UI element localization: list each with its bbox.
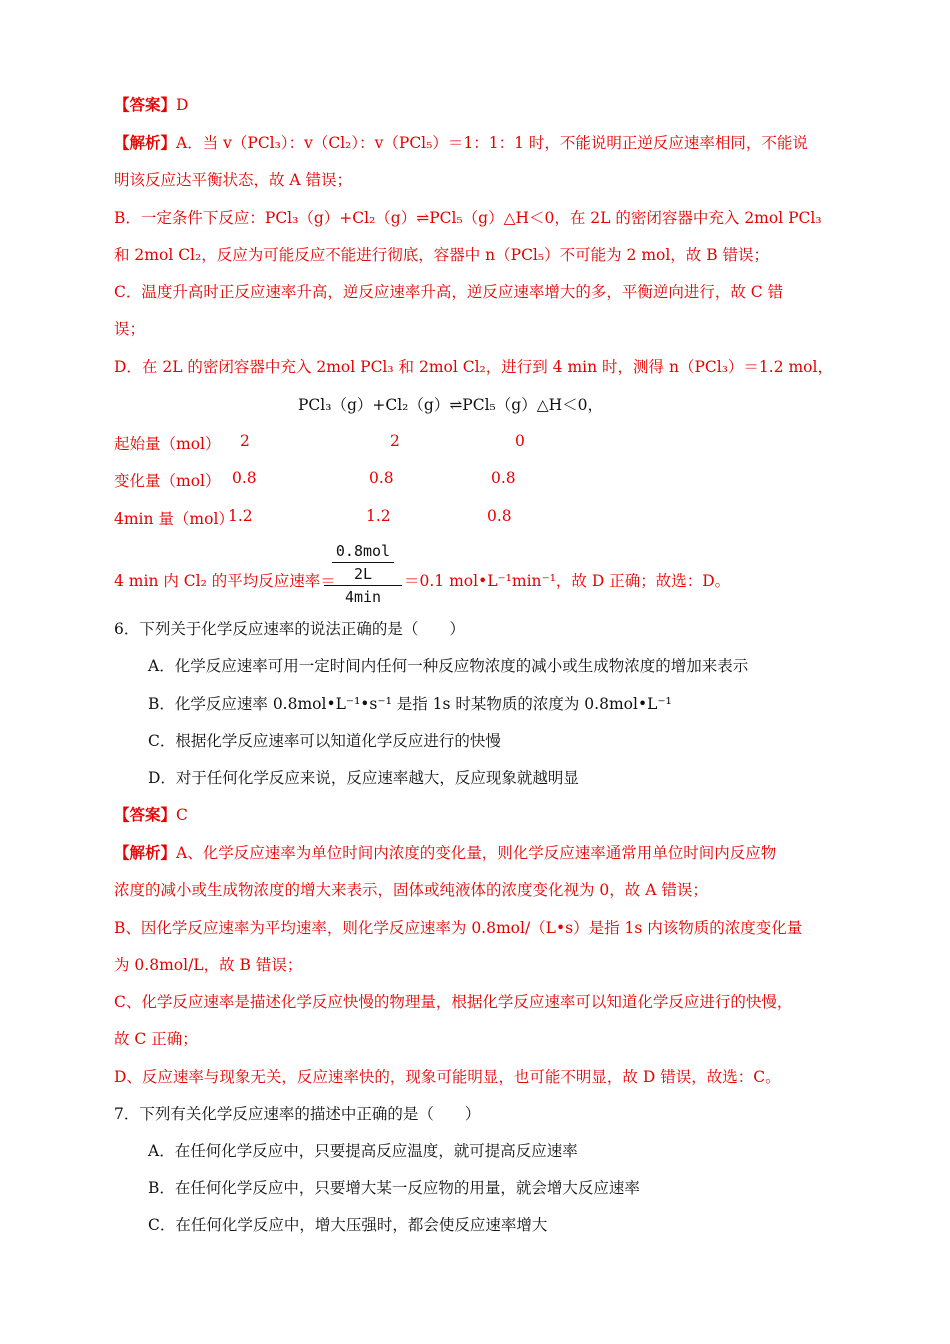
analysis-text: A、化学反应速率为单位时间内浓度的变化量，则化学反应速率通常用单位时间内反应物: [176, 844, 777, 862]
q5-analysis-b2: 和 2mol Cl₂，反应为可能反应不能进行彻底，容器中 n（PCl₅）不可能为 2 mol，故 B 错误；: [114, 246, 770, 264]
q6-answer: [114, 805, 188, 825]
fraction-denominator: 4min: [344, 588, 382, 606]
table-row-label: 变化量（mol）: [114, 472, 221, 490]
table-cell: 0.8: [491, 469, 516, 487]
q7-option-a: A．在任何化学反应中，只要提高反应温度，就可提高反应速率: [148, 1142, 578, 1160]
table-cell: 0.8: [232, 469, 257, 487]
table-cell: 0.8: [369, 469, 394, 487]
q6-analysis-b1: B、因化学反应速率为平均速率，则化学反应速率为 0.8mol/（L•s）是指 1s 内该物质的浓度变化量: [114, 919, 803, 937]
answer-tag: 【答案】: [114, 95, 177, 114]
table-cell: 2: [240, 432, 250, 450]
q7-option-b: B．在任何化学反应中，只要增大某一反应物的用量，就会增大反应速率: [148, 1179, 640, 1197]
q6-analysis-a1: [114, 843, 776, 863]
q6-analysis-c1: C、化学反应速率是描述化学反应快慢的物理量，根据化学反应速率可以知道化学反应进行的快慢，: [114, 993, 793, 1011]
analysis-tag: 【解析】: [114, 843, 177, 862]
answer-tag: 【答案】: [114, 805, 177, 824]
answer-value: C: [176, 806, 188, 824]
table-cell: 0.8: [487, 507, 512, 525]
q5-analysis-c1: C．温度升高时正反应速率升高，逆反应速率升高，逆反应速率增大的多，平衡逆向进行，故 C 错: [114, 283, 784, 301]
fraction-numerator: 0.8mol: [335, 542, 391, 560]
q5-analysis-a1: [114, 133, 808, 153]
table-cell: 1.2: [366, 507, 391, 525]
table-cell: 1.2: [228, 507, 253, 525]
fraction-middle: 2L: [353, 565, 373, 583]
rate-suffix: ＝0.1 mol•L⁻¹min⁻¹，故 D 正确；故选：D。: [404, 572, 731, 590]
analysis-text: A．当 v（PCl₃）：v（Cl₂）：v（PCl₅）＝1：1：1 时，不能说明正逆反应速率相同，不能说: [176, 134, 808, 152]
q5-answer: [114, 95, 188, 115]
table-cell: 0: [515, 432, 525, 450]
q5-analysis-b1: B．一定条件下反应：PCl₃（g）+Cl₂（g）⇌PCl₅（g）△H＜0，在 2L 的密闭容器中充入 2mol PCl₃: [114, 209, 822, 227]
q6-analysis-b2: 为 0.8mol/L，故 B 错误；: [114, 956, 303, 974]
q5-analysis-a2: 明该反应达平衡状态，故 A 错误；: [114, 171, 353, 189]
analysis-tag: 【解析】: [114, 133, 177, 152]
table-cell: 2: [390, 432, 400, 450]
table-row-label: 4min 量（mol）: [114, 510, 234, 528]
q7-option-c: C．在任何化学反应中，增大压强时，都会使反应速率增大: [148, 1216, 548, 1234]
q5-analysis-c2: 误；: [114, 320, 146, 338]
q6-question: 6．下列关于化学反应速率的说法正确的是（ ）: [114, 620, 465, 638]
q6-analysis-a2: 浓度的减小或生成物浓度的增大来表示，固体或纯液体的浓度变化视为 0，故 A 错误；: [114, 881, 708, 899]
q6-option-d: D．对于任何化学反应来说，反应速率越大，反应现象就越明显: [148, 769, 579, 787]
reaction-equation: PCl₃（g）+Cl₂（g）⇌PCl₅（g）△H＜0，: [298, 396, 603, 414]
q6-option-a: A．化学反应速率可用一定时间内任何一种反应物浓度的减小或生成物浓度的增加来表示: [148, 657, 749, 675]
q6-analysis-d1: D、反应速率与现象无关，反应速率快的，现象可能明显，也可能不明显，故 D 错误，故选：C。: [114, 1068, 781, 1086]
q6-option-c: C．根据化学反应速率可以知道化学反应进行的快慢: [148, 732, 501, 750]
answer-value: D: [176, 96, 189, 114]
table-row-label: 起始量（mol）: [114, 435, 221, 453]
q5-analysis-d1: D．在 2L 的密闭容器中充入 2mol PCl₃ 和 2mol Cl₂，进行到 4 min 时，测得 n（PCl₃）＝1.2 mol，: [114, 358, 833, 376]
q6-analysis-c2: 故 C 正确；: [114, 1030, 198, 1048]
rate-prefix: 4 min 内 Cl₂ 的平均反应速率＝: [114, 572, 336, 590]
q7-question: 7．下列有关化学反应速率的描述中正确的是（ ）: [114, 1105, 481, 1123]
rate-fraction: [322, 540, 404, 608]
q6-option-b: B．化学反应速率 0.8mol•L⁻¹•s⁻¹ 是指 1s 时某物质的浓度为 0.8mol•L⁻¹: [148, 695, 672, 713]
